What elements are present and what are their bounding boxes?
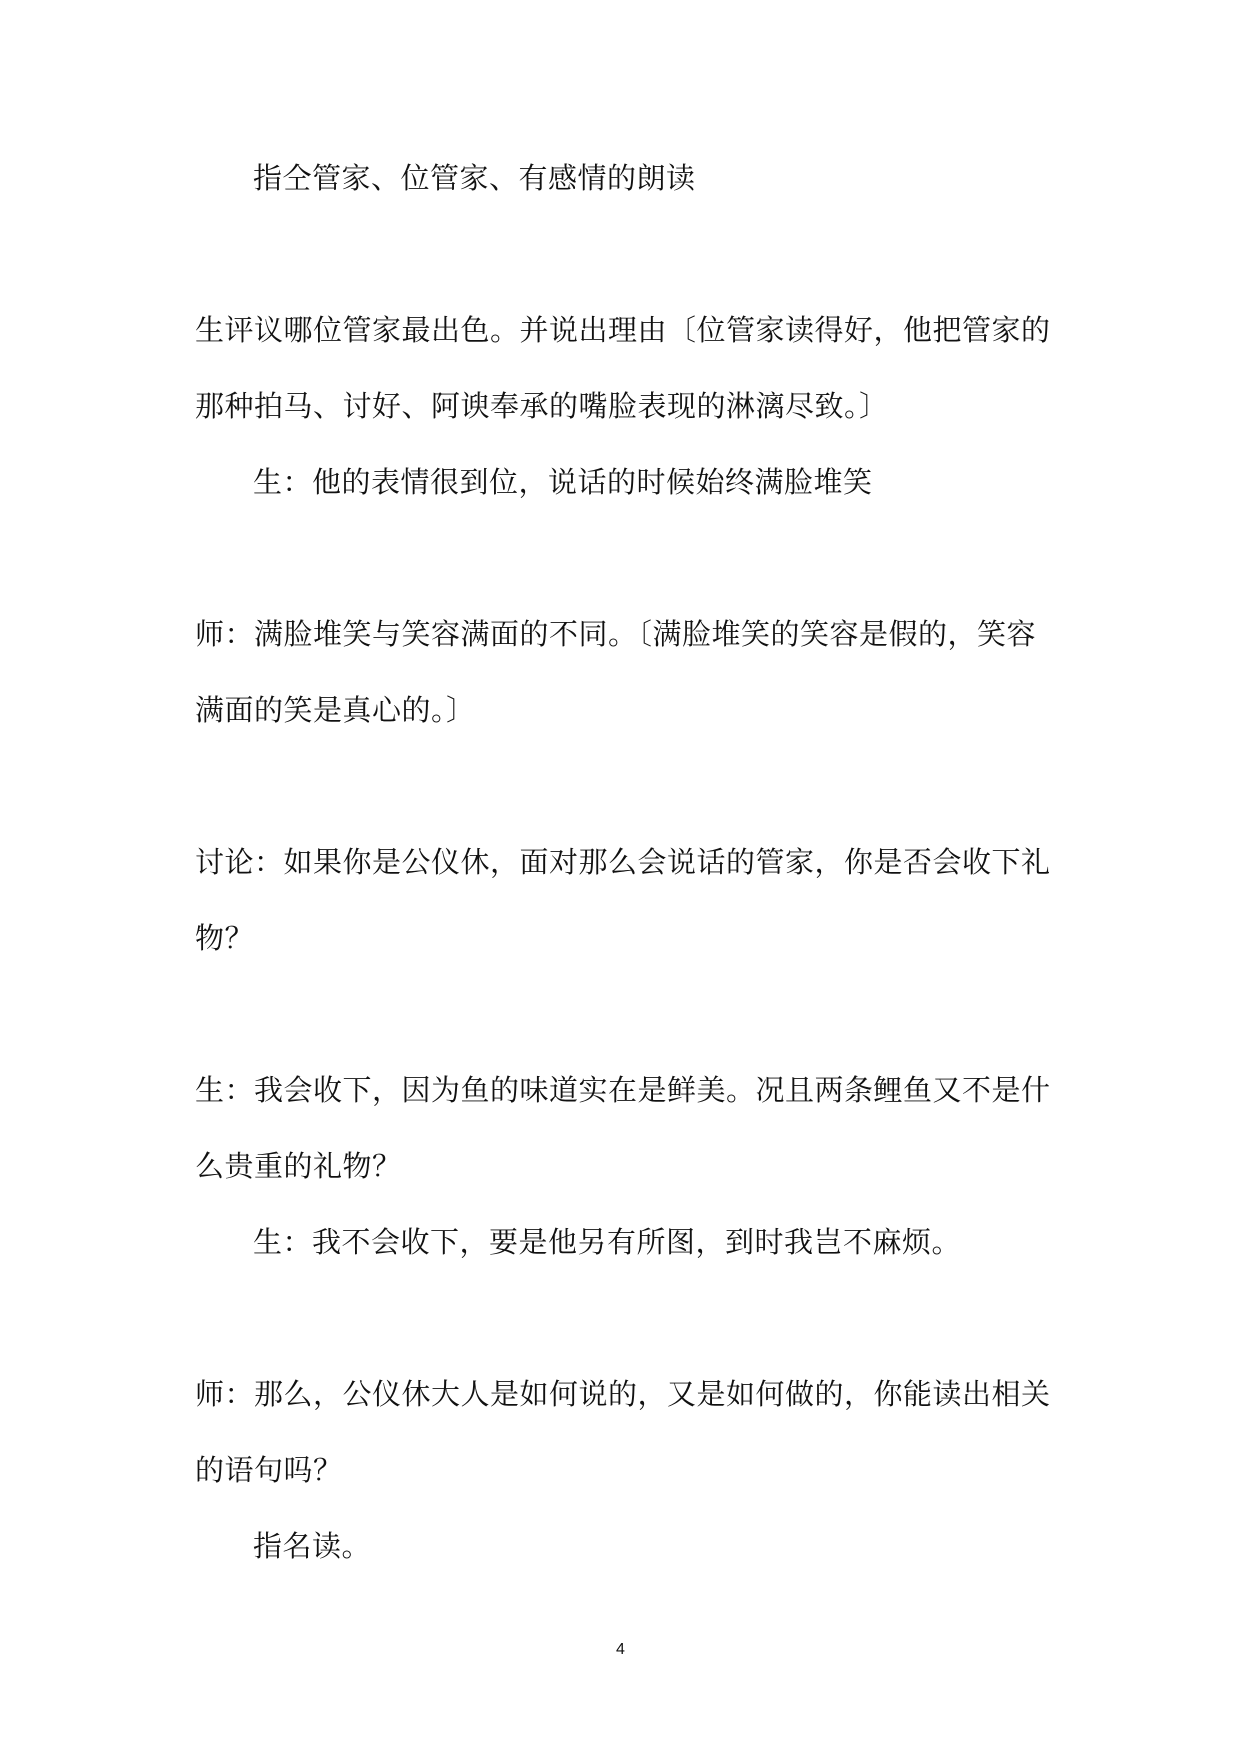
text-line: 讨论：如果你是公仪休，面对那么会说话的管家，你是否会收下礼 <box>195 845 1051 879</box>
paragraph <box>195 292 1055 444</box>
paragraph <box>253 444 1113 520</box>
text-line: 指仝管家、位管家、有感情的朗读 <box>253 161 696 195</box>
text-line: 师：满脸堆笑与笑容满面的不同。〔满脸堆笑的笑容是假的，笑容 <box>195 617 1037 651</box>
text-line: 师：那么，公仪休大人是如何说的，又是如何做的，你能读出相关 <box>195 1377 1051 1411</box>
text-line: 么贵重的礼物？ <box>195 1149 402 1183</box>
text-line: 生：我会收下，因为鱼的味道实在是鲜美。况且两条鲤鱼又不是什 <box>195 1073 1051 1107</box>
paragraph <box>195 1052 1055 1204</box>
paragraph <box>195 1356 1055 1508</box>
text-line: 物？ <box>195 921 255 955</box>
paragraph <box>195 824 1055 976</box>
text-line: 那种拍马、讨好、阿谀奉承的嘴脸表现的淋漓尽致。〕 <box>195 389 889 423</box>
text-line: 满面的笑是真心的。〕 <box>195 693 476 727</box>
paragraph <box>253 1508 1113 1584</box>
text-line: 的语句吗？ <box>195 1453 343 1487</box>
paragraph <box>253 140 1113 216</box>
text-line: 生：他的表情很到位，说话的时候始终满脸堆笑 <box>253 465 873 499</box>
paragraph <box>253 1204 1113 1280</box>
text-line: 指名读。 <box>253 1529 372 1563</box>
page-number: 4 <box>616 1641 625 1658</box>
text-line: 生：我不会收下，要是他另有所图，到时我岂不麻烦。 <box>253 1225 962 1259</box>
paragraph <box>195 596 1055 748</box>
text-line: 生评议哪位管家最出色。并说出理由〔位管家读得好，他把管家的 <box>195 313 1051 347</box>
